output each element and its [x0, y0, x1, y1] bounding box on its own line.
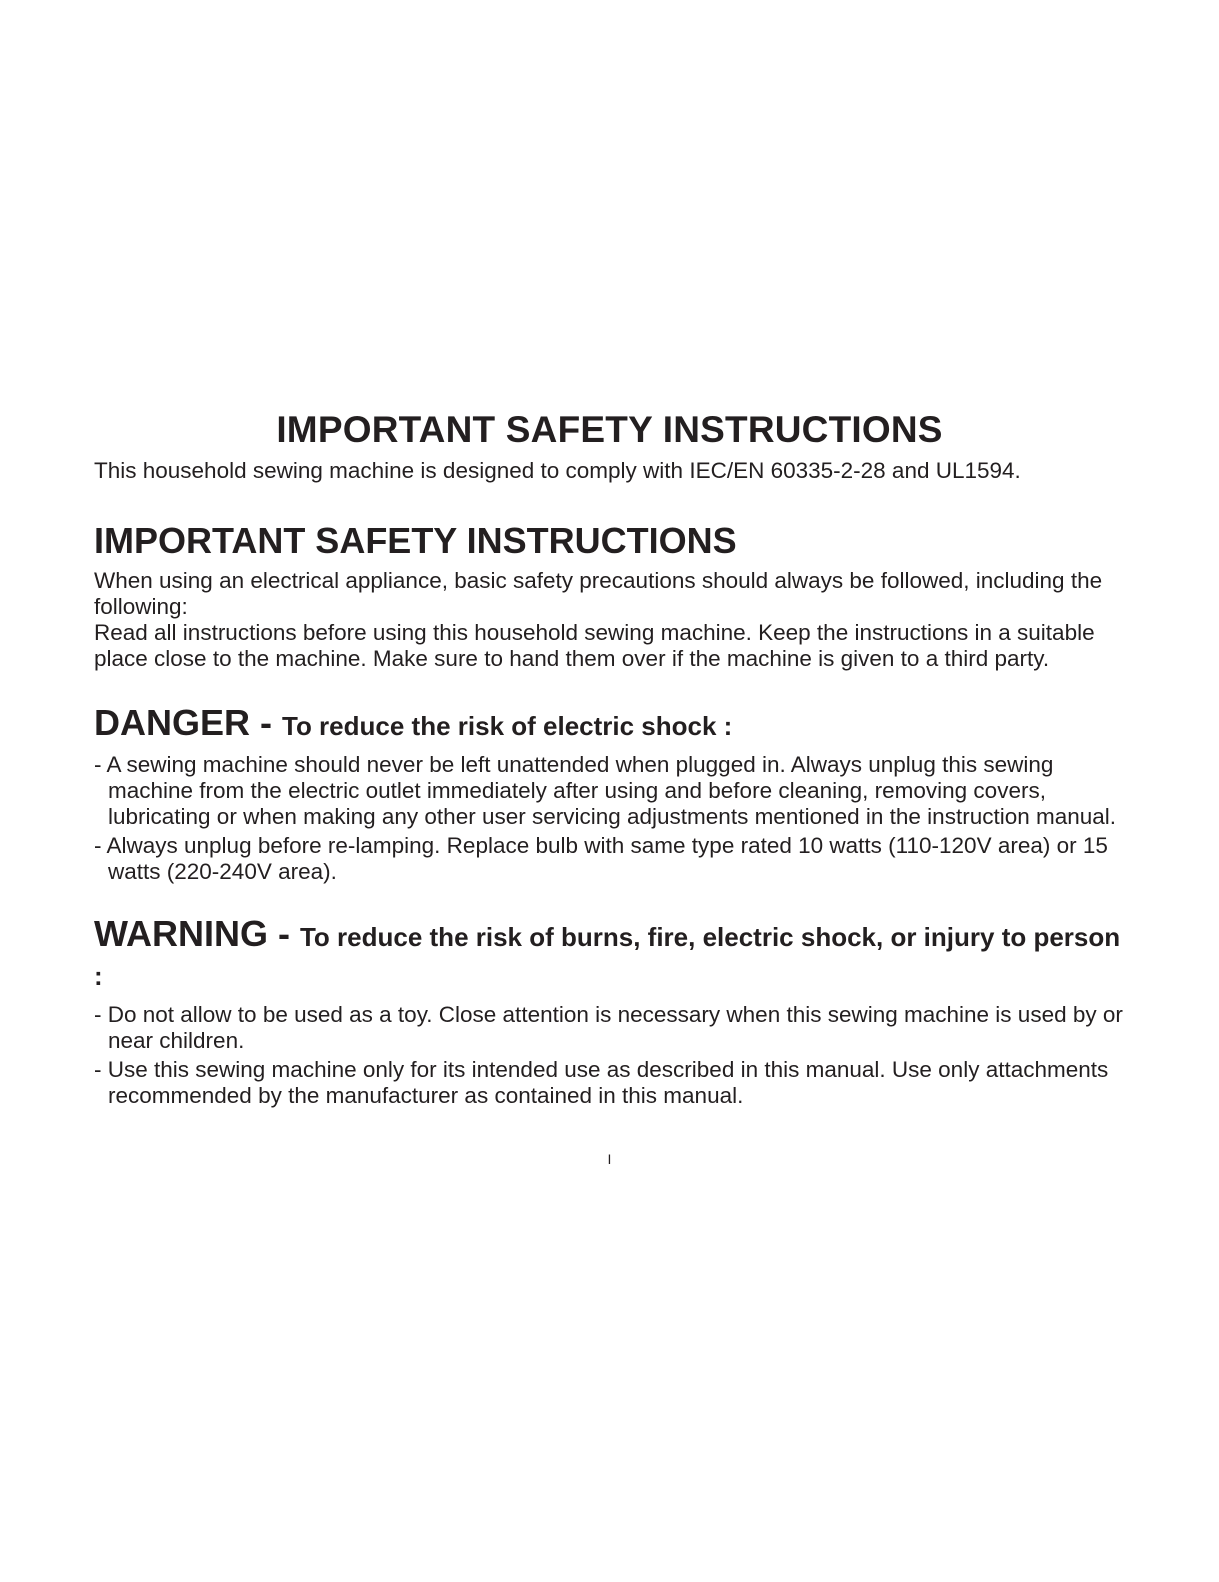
danger-heading-text: To reduce the risk of electric shock : — [282, 711, 733, 741]
section-paragraph-1: When using an electrical appliance, basic safety precautions should always be followed, including the following: — [94, 568, 1103, 619]
danger-item: - Always unplug before re-lamping. Replace bulb with same type rated 10 watts (110-120V area) or 15 watts (220-240V area). — [94, 833, 1108, 884]
danger-heading — [94, 702, 1124, 748]
document-page — [94, 408, 1124, 1112]
danger-label: DANGER - — [94, 702, 282, 743]
warning-heading-text: To reduce the risk of burns, fire, electric shock, or injury to person : — [94, 922, 1121, 991]
warning-item: - Do not allow to be used as a toy. Close attention is necessary when this sewing machine is used by or near children. — [94, 1002, 1123, 1053]
danger-list — [94, 752, 1124, 885]
warning-item: - Use this sewing machine only for its intended use as described in this manual. Use only attachments recommended by the manufacturer as contained in this manual. — [94, 1057, 1109, 1108]
warning-list — [94, 1002, 1124, 1109]
warning-heading — [94, 913, 1124, 998]
page-number: I — [607, 1151, 612, 1167]
warning-label: WARNING - — [94, 913, 300, 954]
intro-text: This household sewing machine is designed to comply with IEC/EN 60335-2-28 and UL1594. — [94, 458, 1021, 483]
danger-item: - A sewing machine should never be left unattended when plugged in. Always unplug this sewing machine from the electric outlet immediately after using and before cleaning, removing covers, lubricating or when making any other user servicing adjustments mentioned in the instruction manual. — [94, 752, 1117, 829]
section-paragraph-2: Read all instructions before using this household sewing machine. Keep the instructions in a suitable place close to the machine. Make sure to hand them over if the machine is given to a third party. — [94, 620, 1095, 671]
main-title: IMPORTANT SAFETY INSTRUCTIONS — [276, 409, 943, 450]
section-title: IMPORTANT SAFETY INSTRUCTIONS — [94, 520, 737, 561]
